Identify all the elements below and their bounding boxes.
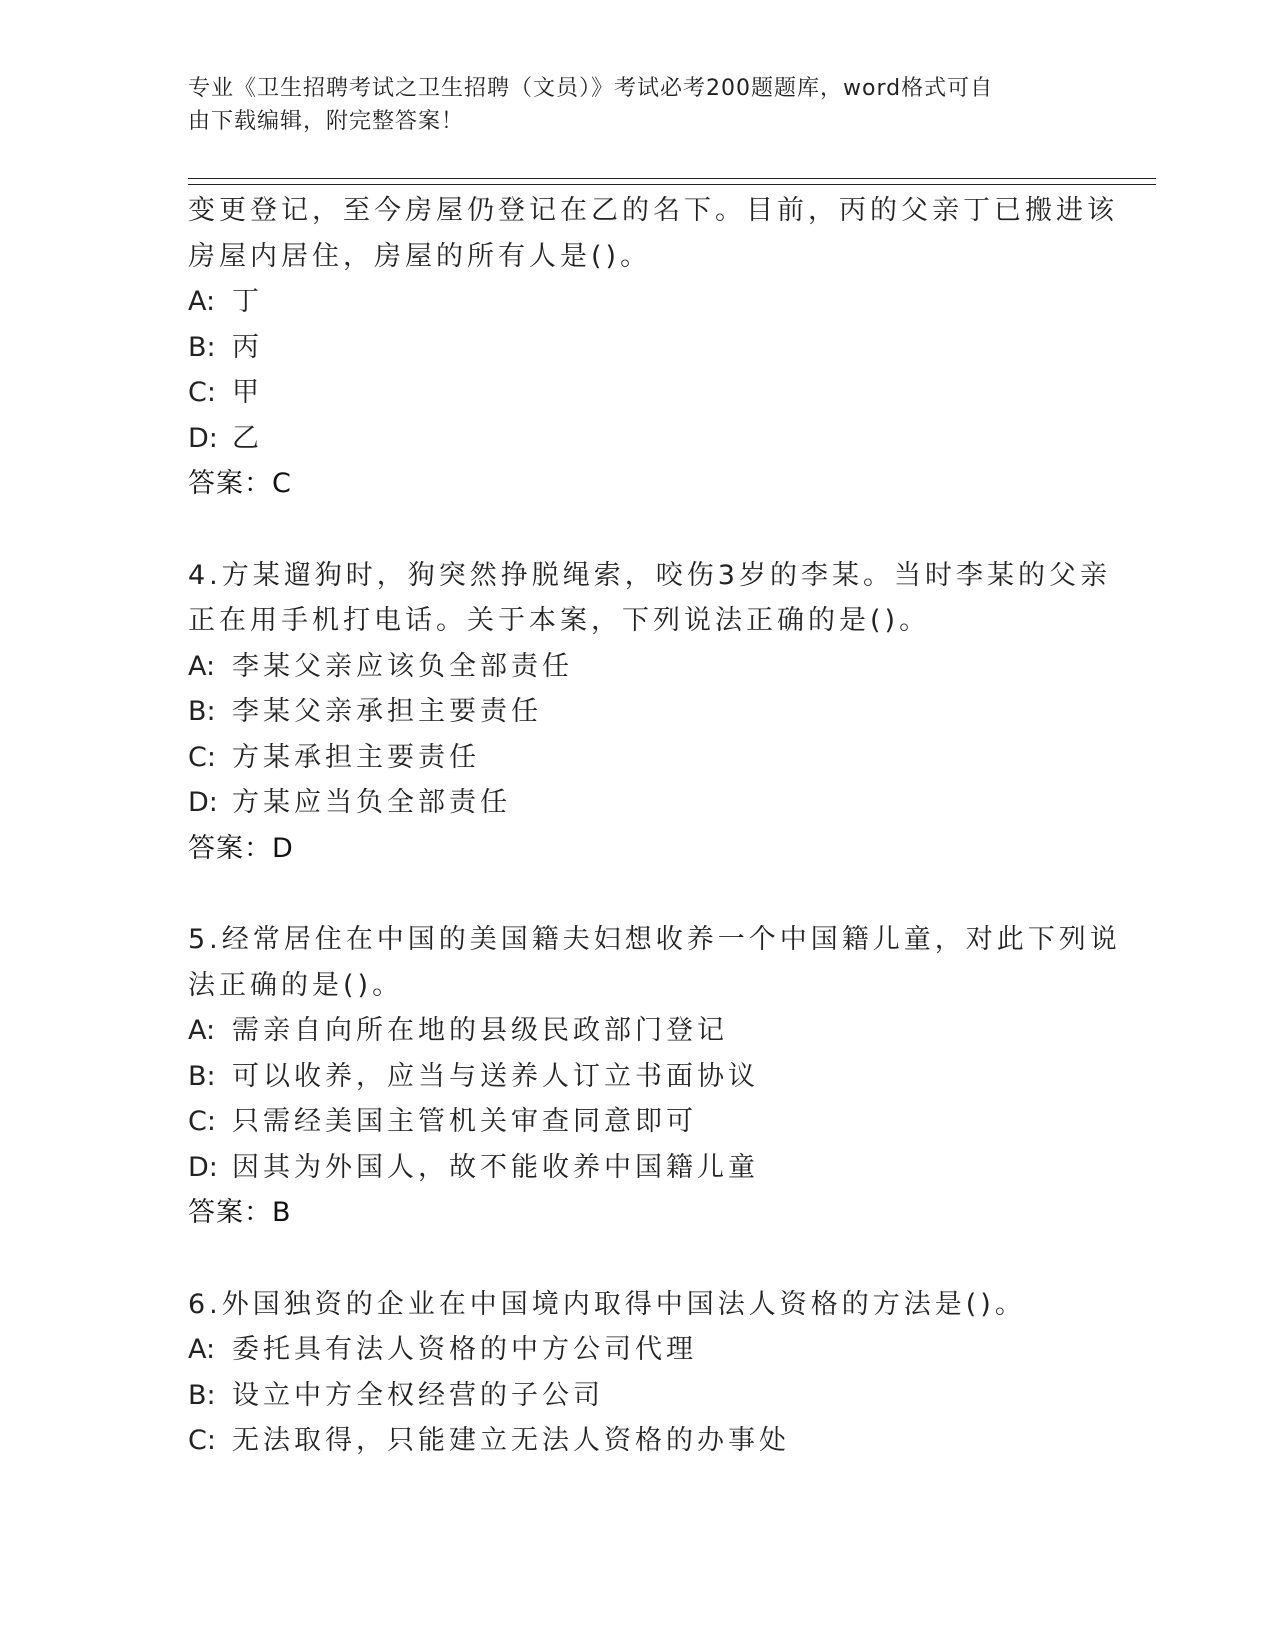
option-text: 可以收养，应当与送养人订立书面协议 — [232, 1060, 759, 1092]
option-text: 甲 — [232, 377, 263, 408]
question-stem-line: 正在用手机打电话。关于本案，下列说法正确的是()。 — [188, 605, 931, 636]
option-text: 只需经美国主管机关审查同意即可 — [232, 1106, 697, 1137]
option-d — [188, 416, 1088, 462]
option-key: A: — [188, 286, 216, 317]
option-text: 设立中方全权经营的子公司 — [232, 1379, 604, 1411]
header-line-2: 由下载编辑，附完整答案！ — [188, 109, 465, 134]
option-key: A: — [188, 650, 216, 682]
option-text: 因其为外国人，故不能收养中国籍儿童 — [232, 1151, 759, 1183]
header-divider-top — [188, 178, 1156, 179]
option-text: 委托具有法人资格的中方公司代理 — [232, 1334, 697, 1365]
option-key: B: — [188, 331, 216, 363]
option-a — [188, 279, 1088, 325]
option-key: C: — [188, 741, 216, 773]
option-key: A: — [188, 1334, 216, 1365]
option-text: 李某父亲承担主要责任 — [232, 696, 542, 727]
question-stem-line: 4.方某遛狗时，狗突然挣脱绳索，咬伤3岁的李某。当时李某的父亲 — [188, 559, 1111, 591]
header-line-1: 专业《卫生招聘考试之卫生招聘（文员）》考试必考200题题库，word格式可自 — [188, 76, 994, 101]
option-text: 丁 — [232, 286, 263, 317]
answer-line: 答案：C — [188, 468, 292, 499]
option-c — [188, 1418, 1088, 1464]
answer-line: 答案：D — [188, 832, 294, 864]
option-text: 无法取得，只能建立无法人资格的办事处 — [232, 1425, 790, 1456]
option-d — [188, 780, 1088, 826]
question-5 — [188, 917, 1121, 1236]
option-key: C: — [188, 1425, 216, 1456]
option-b — [188, 325, 1088, 371]
option-key: C: — [188, 1106, 216, 1137]
option-text: 李某父亲应该负全部责任 — [232, 650, 573, 682]
option-key: B: — [188, 1379, 216, 1411]
question-stem-line: 6.外国独资的企业在中国境内取得中国法人资格的方法是()。 — [188, 1288, 1026, 1320]
option-key: D: — [188, 422, 218, 454]
question-list — [188, 188, 1121, 1464]
option-text: 方某承担主要责任 — [232, 741, 480, 773]
option-c — [188, 1099, 1088, 1145]
document-header — [188, 72, 1068, 138]
header-divider-bottom — [188, 184, 1156, 185]
question-6 — [188, 1282, 1088, 1464]
option-a — [188, 1008, 1088, 1054]
option-text: 需亲自向所在地的县级民政部门登记 — [232, 1015, 728, 1046]
option-key: D: — [188, 787, 218, 818]
option-c — [188, 735, 1088, 781]
question-stem-line: 变更登记，至今房屋仍登记在乙的名下。目前，丙的父亲丁已搬进该 — [188, 195, 1118, 226]
option-text: 方某应当负全部责任 — [232, 787, 511, 818]
option-text: 丙 — [232, 331, 263, 363]
question-stem-line: 5.经常居住在中国的美国籍夫妇想收养一个中国籍儿童，对此下列说 — [188, 924, 1121, 955]
option-d — [188, 1145, 1088, 1191]
option-b — [188, 1373, 1088, 1419]
answer-line: 答案：B — [188, 1197, 292, 1228]
option-b — [188, 689, 1088, 735]
option-key: B: — [188, 1060, 216, 1092]
option-key: C: — [188, 377, 216, 408]
question-4 — [188, 553, 1111, 872]
option-key: D: — [188, 1151, 218, 1183]
option-key: B: — [188, 696, 216, 727]
question-stem-line: 法正确的是()。 — [188, 969, 404, 1001]
question-3 — [188, 188, 1118, 507]
option-key: A: — [188, 1015, 216, 1046]
option-a — [188, 644, 1088, 690]
option-c — [188, 370, 1088, 416]
option-b — [188, 1054, 1088, 1100]
question-stem-line: 房屋内居住，房屋的所有人是()。 — [188, 240, 652, 272]
option-a — [188, 1327, 1088, 1373]
option-text: 乙 — [232, 422, 263, 454]
